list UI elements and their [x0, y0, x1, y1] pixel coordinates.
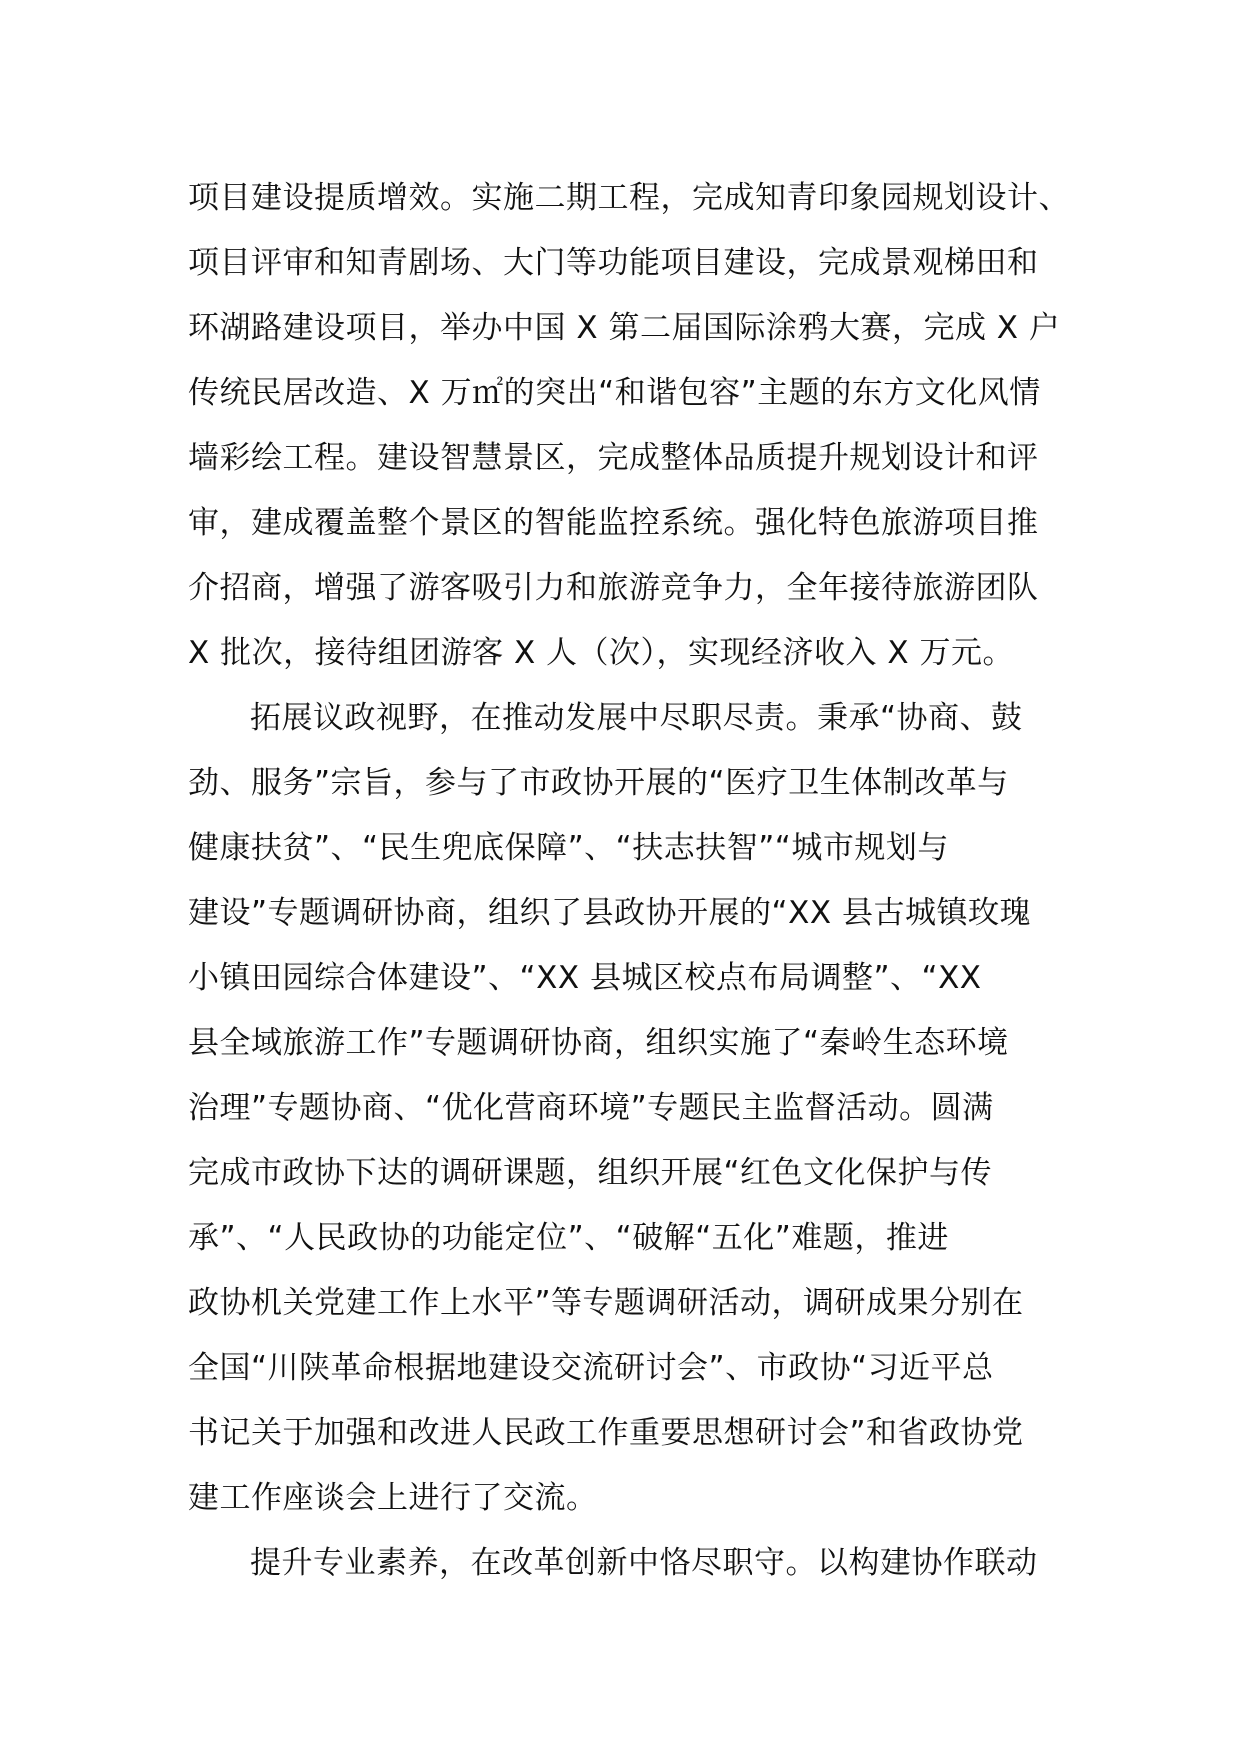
- text-line: 完成市政协下达的调研课题，组织开展“红色文化保护与传: [188, 1155, 993, 1191]
- text-line: 健康扶贫”、“民生兜底保障”、“扶志扶智”“城市规划与: [188, 830, 949, 866]
- text-line: 劲、服务”宗旨，参与了市政协开展的“医疗卫生体制改革与: [188, 765, 1009, 801]
- text-line: 介招商，增强了游客吸引力和旅游竞争力，全年接待旅游团队: [188, 570, 1039, 606]
- text-line: 全国“川陕革命根据地建设交流研讨会”、市政协“习近平总: [188, 1350, 994, 1386]
- paragraph-2: [188, 686, 1068, 1531]
- text-line: 建工作座谈会上进行了交流。: [188, 1480, 598, 1516]
- text-line: 县全域旅游工作”专题调研协商，组织实施了“秦岭生态环境: [188, 1025, 1009, 1061]
- text-line: X 批次，接待组团游客 X 人（次），实现经济收入 X 万元。: [188, 635, 1014, 671]
- text-line: 提升专业素养，在改革创新中恪尽职守。以构建协作联动: [250, 1545, 1038, 1581]
- text-line: 审，建成覆盖整个景区的智能监控系统。强化特色旅游项目推: [188, 505, 1039, 541]
- text-line: 建设”专题调研协商，组织了县政协开展的“XX 县古城镇玫瑰: [188, 895, 1031, 931]
- text-line: 传统民居改造、X 万㎡的突出“和谐包容”主题的东方文化风情: [188, 375, 1041, 411]
- text-line: 小镇田园综合体建设”、“XX 县城区校点布局调整”、“XX: [188, 960, 982, 996]
- paragraph-3: [188, 1531, 1068, 1596]
- text-line: 墙彩绘工程。建设智慧景区，完成整体品质提升规划设计和评: [188, 440, 1039, 476]
- text-line: 项目评审和知青剧场、大门等功能项目建设，完成景观梯田和: [188, 245, 1039, 281]
- text-line: 治理”专题协商、“优化营商环境”专题民主监督活动。圆满: [188, 1090, 994, 1126]
- body-text: [188, 166, 1068, 1596]
- text-line: 书记关于加强和改进人民政工作重要思想研讨会”和省政协党: [188, 1415, 1024, 1451]
- text-line: 项目建设提质增效。实施二期工程，完成知青印象园规划设计、: [188, 180, 1070, 216]
- paragraph-1: [188, 166, 1068, 686]
- text-line: 承”、“人民政协的功能定位”、“破解“五化”难题，推进: [188, 1220, 949, 1256]
- text-line: 拓展议政视野，在推动发展中尽职尽责。秉承“协商、鼓: [250, 700, 1023, 736]
- text-line: 环湖路建设项目，举办中国 X 第二届国际涂鸦大赛，完成 X 户: [188, 310, 1061, 346]
- text-line: 政协机关党建工作上水平”等专题调研活动，调研成果分别在: [188, 1285, 1024, 1321]
